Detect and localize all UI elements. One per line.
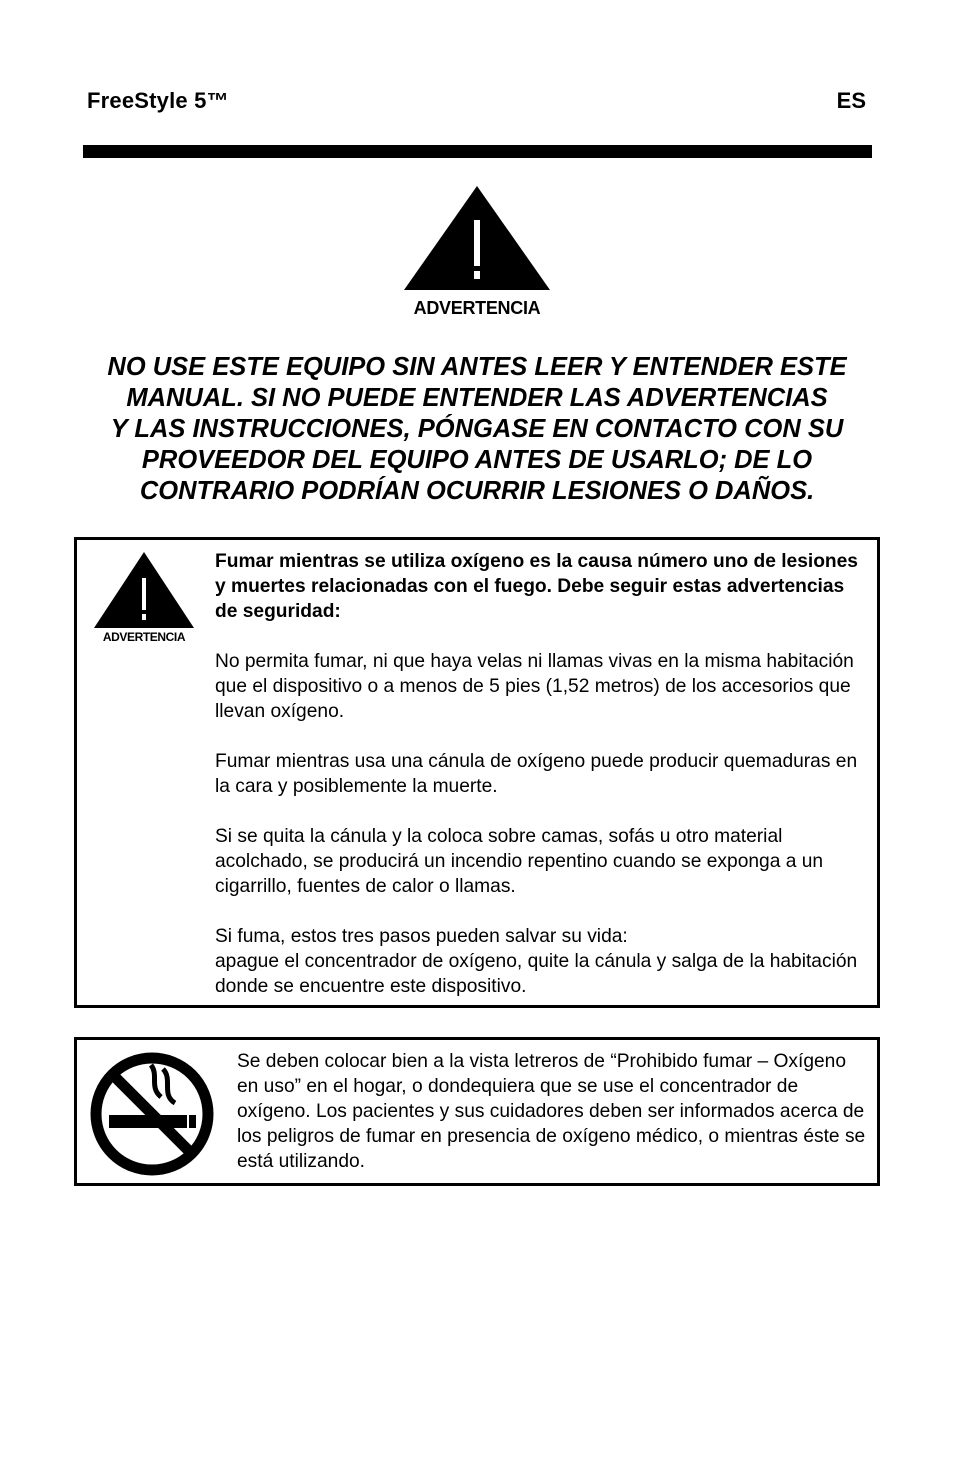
warning-symbol-small bbox=[92, 550, 196, 646]
warning-label: ADVERTENCIA bbox=[102, 630, 186, 644]
smoking-warning-box bbox=[74, 537, 880, 1008]
page-header-product: FreeStyle 5™ bbox=[87, 88, 229, 113]
smoking-warning-paragraph: Fumar mientras usa una cánula de oxígeno puede producir quemaduras en la cara y posiblemente la muerte. bbox=[215, 751, 858, 797]
warning-label: ADVERTENCIA bbox=[413, 298, 541, 318]
main-warning-line: CONTRARIO PODRÍAN OCURRIR LESIONES O DAÑOS. bbox=[139, 477, 815, 505]
main-warning-line: NO USE ESTE EQUIPO SIN ANTES LEER Y ENTENDER ESTE bbox=[107, 353, 847, 381]
smoking-warning-paragraph: Si se quita la cánula y la coloca sobre camas, sofás u otro material acolchado, se producirá un incendio repentino cuando se exponga a un cigarrillo, fuentes de calor o llamas. bbox=[215, 826, 824, 897]
main-warning-line: Y LAS INSTRUCCIONES, PÓNGASE EN CONTACTO CON SU bbox=[110, 415, 844, 443]
warning-triangle-icon bbox=[402, 184, 552, 292]
steps-intro: Si fuma, estos tres pasos pueden salvar su vida: bbox=[215, 926, 628, 947]
header-rule bbox=[83, 145, 872, 158]
no-smoking-box bbox=[74, 1037, 880, 1186]
smoking-warning-intro: Fumar mientras se utiliza oxígeno es la causa número uno de lesiones y muertes relacionadas con el fuego. Debe seguir estas advertencias de seguridad: bbox=[215, 551, 858, 622]
main-warning-line: MANUAL. SI NO PUEDE ENTENDER LAS ADVERTENCIAS bbox=[126, 384, 828, 412]
no-smoking-content bbox=[237, 1049, 872, 1174]
smoking-warning-paragraph: No permita fumar, ni que haya velas ni llamas vivas en la misma habitación que el dispositivo o a menos de 5 pies (1,52 metros) de los accesorios que llevan oxígeno. bbox=[215, 651, 854, 722]
no-smoking-icon bbox=[89, 1051, 215, 1177]
warning-triangle-icon bbox=[92, 550, 196, 630]
main-warning-text bbox=[60, 352, 894, 507]
main-warning-line: PROVEEDOR DEL EQUIPO ANTES DE USARLO; DE LO bbox=[141, 446, 813, 474]
no-smoking-text: Se deben colocar bien a la vista letreros de “Prohibido fumar – Oxígeno en uso” en el hogar, o dondequiera que se use el concentrador de oxígeno. Los pacientes y sus cuidadores deben ser informados acerca de los peligros de fumar en presencia de oxígeno médico, o mientras éste se está utilizando. bbox=[237, 1051, 866, 1172]
warning-symbol-large bbox=[402, 184, 552, 324]
steps-text: apague el concentrador de oxígeno, quite la cánula y salga de la habitación donde se encuentre este dispositivo. bbox=[215, 951, 858, 997]
page-header-language: ES bbox=[836, 88, 866, 113]
smoking-warning-steps bbox=[215, 924, 865, 999]
smoking-warning-content bbox=[215, 549, 865, 999]
